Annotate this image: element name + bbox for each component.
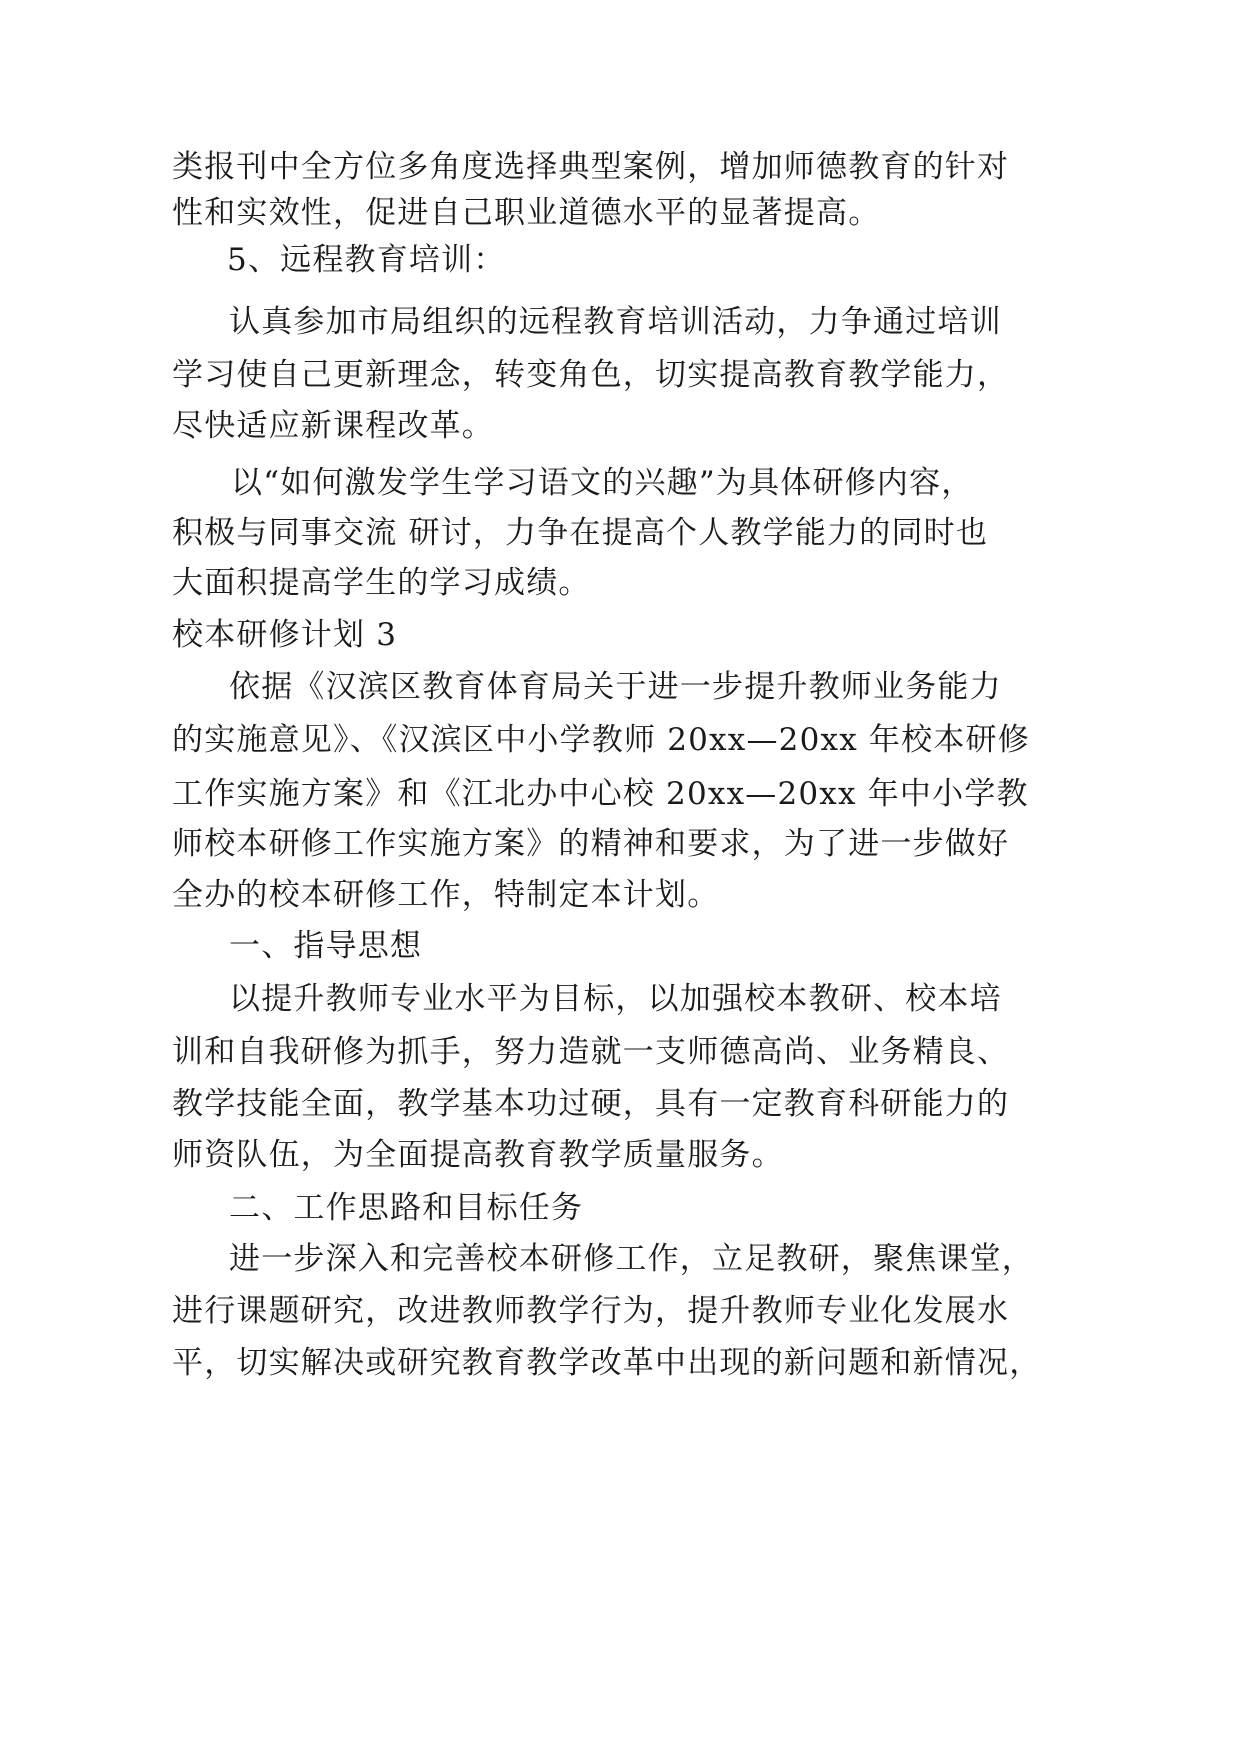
text-line-2: 性和实效性，促进自己职业道德水平的显著提高。 xyxy=(172,195,881,231)
text-line-7: 以“如何激发学生学习语文的兴趣”为具体研修内容， xyxy=(231,465,974,501)
text-line-13: 工作实施方案》和《江北办中心校 20xx—20xx 年中小学教 xyxy=(172,776,1029,812)
text-line-9: 大面积提高学生的学习成绩。 xyxy=(172,565,591,601)
text-line-15: 全办的校本研修工作，特制定本计划。 xyxy=(172,877,720,913)
text-line-24: 平，切实解决或研究教育教学改革中出现的新问题和新情况， xyxy=(172,1345,1042,1381)
section-title-plan-3: 校本研修计划 3 xyxy=(172,617,398,653)
text-line-23: 进行课题研究，改进教师教学行为，提升教师专业化发展水 xyxy=(172,1293,1010,1329)
text-line-20: 师资队伍，为全面提高教育教学质量服务。 xyxy=(172,1137,784,1173)
text-line-3: 5、远程教育培训： xyxy=(227,242,506,278)
heading-guiding-ideology: 一、指导思想 xyxy=(229,928,423,964)
text-line-19: 教学技能全面，教学基本功过硬，具有一定教育科研能力的 xyxy=(172,1086,1010,1122)
text-line-5: 学习使自己更新理念，转变角色，切实提高教育教学能力， xyxy=(172,357,1010,393)
text-line-17: 以提升教师专业水平为目标，以加强校本教研、校本培 xyxy=(229,981,1002,1017)
text-line-12: 的实施意见》、《汉滨区中小学教师 20xx—20xx 年校本研修 xyxy=(172,722,1030,758)
text-line-22: 进一步深入和完善校本研修工作，立足教研，聚焦课堂， xyxy=(229,1241,1034,1277)
text-line-4: 认真参加市局组织的远程教育培训活动，力争通过培训 xyxy=(229,304,1002,340)
text-line-8: 积极与同事交流 研讨，力争在提高个人教学能力的同时也 xyxy=(172,515,989,551)
text-line-11: 依据《汉滨区教育体育局关于进一步提升教师业务能力 xyxy=(229,669,1002,705)
text-line-6: 尽快适应新课程改革。 xyxy=(172,408,494,444)
text-line-14: 师校本研修工作实施方案》的精神和要求，为了进一步做好 xyxy=(172,826,1010,862)
text-line-18: 训和自我研修为抓手，努力造就一支师德高尚、业务精良、 xyxy=(172,1034,1010,1070)
text-line-1: 类报刊中全方位多角度选择典型案例，增加师德教育的针对 xyxy=(172,149,1010,185)
heading-work-ideas-goals: 二、工作思路和目标任务 xyxy=(229,1190,584,1226)
